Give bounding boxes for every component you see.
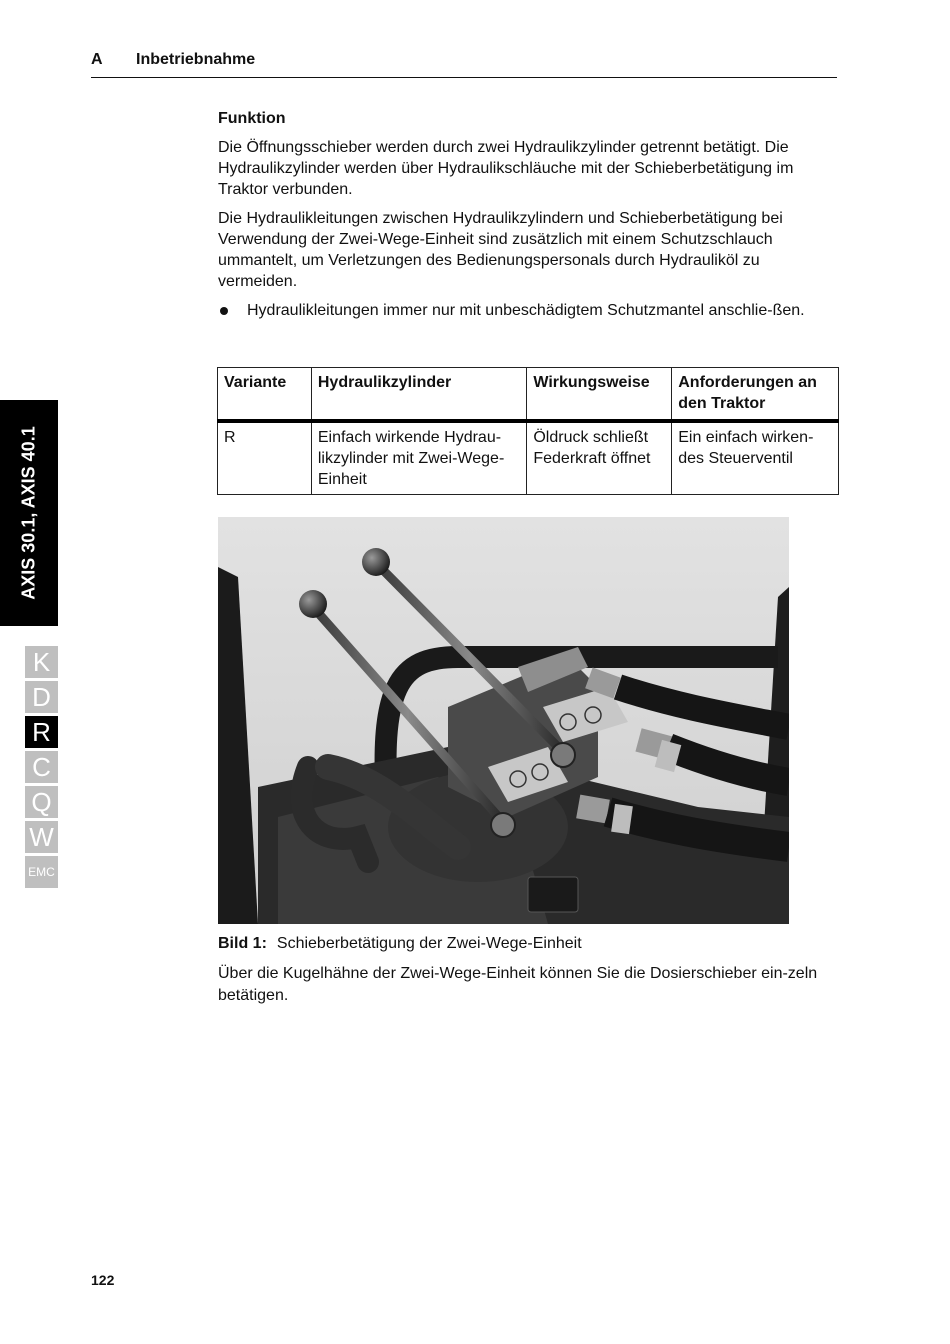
paragraph-2: Die Hydraulikleitungen zwischen Hydraulikzylindern und Schieberbetätigung bei Verwendung der Zwei-Wege-Einheit sind zusätzlich mit einem Schutzschlauch ummantelt, um Verletzungen des Bedienungspersonals durch Hydrauliköl zu vermeiden. [218, 210, 783, 290]
bullet-dot-icon [220, 307, 228, 315]
paragraph-1: Die Öffnungsschieber werden durch zwei Hydraulikzylinder getrennt betätigt. Die Hydraulikzylinder werden über Hydraulikschläuche mit der Schieberbetätigung im Traktor verbunden. [218, 139, 794, 198]
figure-caption [218, 933, 582, 954]
language-tab-c[interactable]: C [25, 751, 58, 783]
language-tab-w[interactable]: W [25, 821, 58, 853]
language-tab-emc[interactable]: EMC [25, 856, 58, 888]
section-letter: A [91, 51, 103, 68]
table-cell: R [218, 421, 312, 495]
section-heading: Funktion [218, 110, 286, 127]
section-title: Inbetriebnahme [136, 51, 256, 68]
table-cell: Ein einfach wirken-des Steuerventil [672, 421, 839, 495]
language-tab-q[interactable]: Q [25, 786, 58, 818]
model-side-tab-label: AXIS 30.1, AXIS 40.1 [18, 426, 39, 600]
page-header [91, 49, 837, 78]
model-side-tab [0, 400, 58, 626]
after-figure-paragraph: Über die Kugelhähne der Zwei-Wege-Einheit können Sie die Dosierschieber ein-zeln betätigen. [218, 965, 818, 1004]
page-number: 122 [91, 1272, 115, 1288]
hydraulic-control-photo [218, 517, 789, 924]
language-index [25, 646, 58, 891]
table-header-cell: Hydraulikzylinder [311, 368, 527, 422]
main-content [218, 108, 840, 329]
table-header-cell: Variante [218, 368, 312, 422]
figure-caption-text: Schieberbetätigung der Zwei-Wege-Einheit [276, 935, 582, 952]
bullet-item [218, 300, 840, 321]
table-header-cell: Anforderungen an den Traktor [672, 368, 839, 422]
table-header-row [218, 368, 839, 422]
figure-photo [218, 517, 789, 924]
bullet-text: Hydraulikleitungen immer nur mit unbeschädigtem Schutzmantel anschlie-ßen. [247, 302, 805, 319]
table-cell: Öldruck schließt Federkraft öffnet [527, 421, 672, 495]
language-tab-k[interactable]: K [25, 646, 58, 678]
variant-table [217, 367, 839, 495]
table-row [218, 421, 839, 495]
language-tab-r[interactable]: R [25, 716, 58, 748]
figure-label: Bild 1: [218, 935, 267, 952]
language-tab-d[interactable]: D [25, 681, 58, 713]
table-header-cell: Wirkungsweise [527, 368, 672, 422]
table-cell: Einfach wirkende Hydrau-likzylinder mit Zwei-Wege-Einheit [311, 421, 527, 495]
